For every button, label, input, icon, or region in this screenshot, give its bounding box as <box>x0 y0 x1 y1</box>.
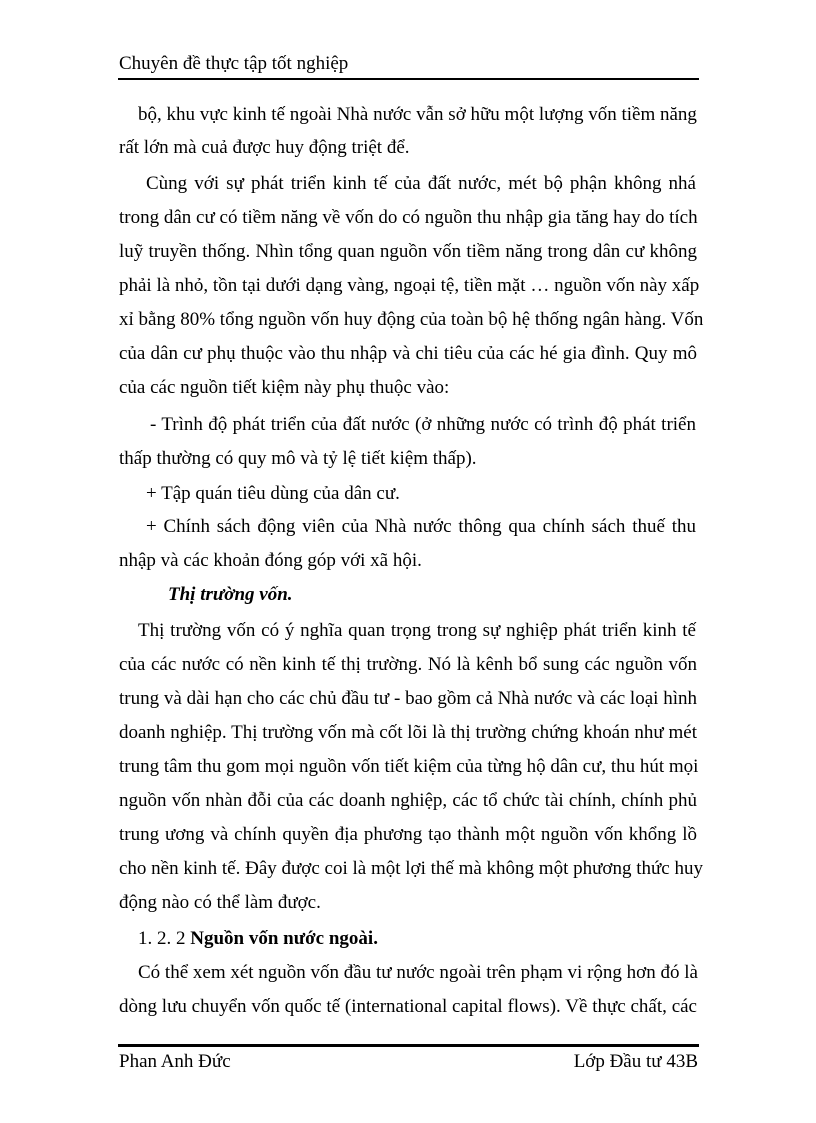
text-line: cho nền kinh tế. Đây được coi là một lợi thế mà không một phương thức huy <box>119 858 703 879</box>
text-line: của các nguồn tiết kiệm này phụ thuộc vào: <box>119 377 450 398</box>
text-line: trung ương và chính quyền địa phương tạo thành một nguồn vốn khổng lồ <box>119 824 697 845</box>
footer-rule <box>118 1044 699 1047</box>
text-line: + Tập quán tiêu dùng của dân cư. <box>146 483 400 504</box>
text-line: phải là nhỏ, tồn tại dưới dạng vàng, ngoại tệ, tiền mặt … nguồn vốn này xấp <box>119 275 700 296</box>
text-line: doanh nghiệp. Thị trường vốn mà cốt lõi là thị trường chứng khoán như mét <box>119 722 697 743</box>
text-line: bộ, khu vực kinh tế ngoài Nhà nước vẫn sở hữu một lượng vốn tiềm năng <box>138 104 697 125</box>
text-line: Thị trường vốn có ý nghĩa quan trọng trong sự nghiệp phát triển kinh tế <box>138 620 696 641</box>
text-line: trong dân cư có tiềm năng về vốn do có nguồn thu nhập gia tăng hay do tích <box>119 207 698 228</box>
sub-heading: Thị trường vốn. <box>168 584 293 605</box>
header-title: Chuyên đề thực tập tốt nghiệp <box>119 53 349 74</box>
footer-class: Lớp Đầu tư 43B <box>573 1051 698 1072</box>
text-line: thấp thường có quy mô và tỷ lệ tiết kiệm thấp). <box>119 448 477 469</box>
text-line: luỹ truyền thống. Nhìn tổng quan nguồn vốn tiềm năng trong dân cư không <box>119 241 697 262</box>
text-line: Cùng với sự phát triển kinh tế của đất nước, mét bộ phận không nhá <box>146 173 696 194</box>
text-line: nhập và các khoản đóng góp với xã hội. <box>119 550 422 571</box>
text-line: rất lớn mà cuả được huy động triệt để. <box>119 137 410 158</box>
text-line: trung và dài hạn cho các chủ đầu tư - bao gồm cả Nhà nước và các loại hình <box>119 688 697 709</box>
header-rule <box>118 78 699 80</box>
section-heading <box>138 927 378 951</box>
text-line: của dân cư phụ thuộc vào thu nhập và chi tiêu của các hé gia đình. Quy mô <box>119 343 697 364</box>
section-number: 1. 2. 2 <box>138 928 191 949</box>
text-line: của các nước có nền kinh tế thị trường. Nó là kênh bổ sung các nguồn vốn <box>119 654 697 675</box>
text-line: - Trình độ phát triển của đất nước (ở những nước có trình độ phát triển <box>150 414 696 435</box>
text-line: động nào có thể làm được. <box>119 892 321 913</box>
text-line: xỉ bằng 80% tổng nguồn vốn huy động của toàn bộ hệ thống ngân hàng. Vốn <box>119 309 704 330</box>
text-line: nguồn vốn nhàn đỗi của các doanh nghiệp, các tổ chức tài chính, chính phủ <box>119 790 697 811</box>
text-line: dòng lưu chuyển vốn quốc tế (international capital flows). Về thực chất, các <box>119 996 697 1017</box>
text-line: Có thể xem xét nguồn vốn đầu tư nước ngoài trên phạm vi rộng hơn đó là <box>138 962 698 983</box>
footer-author: Phan Anh Đức <box>119 1051 231 1072</box>
text-line: trung tâm thu gom mọi nguồn vốn tiết kiệm của từng hộ dân cư, thu hút mọi <box>119 756 699 777</box>
text-line: + Chính sách động viên của Nhà nước thông qua chính sách thuế thu <box>146 516 696 537</box>
section-title: Nguồn vốn nước ngoài. <box>190 928 378 949</box>
